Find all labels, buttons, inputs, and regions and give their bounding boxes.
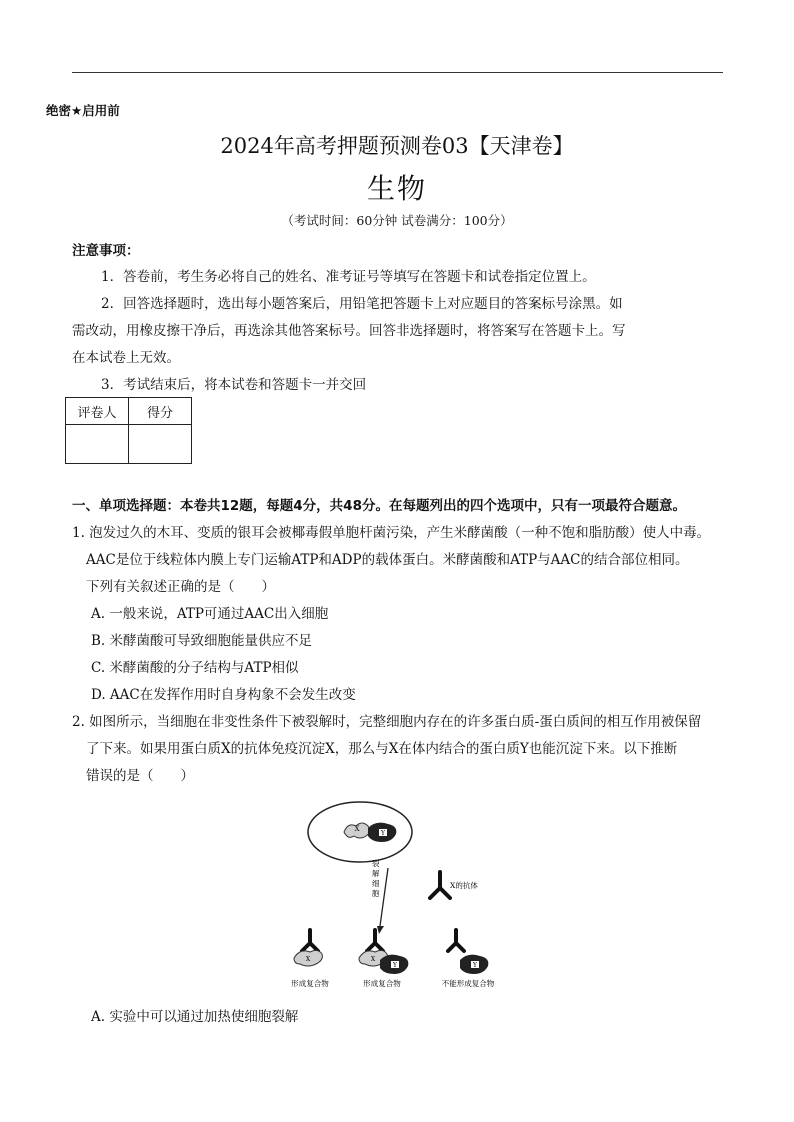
caption-1: 形成复合物 [291,979,329,988]
q2-stem-line-2: 了下来。如果用蛋白质X的抗体免疫沉淀X，那么与X在体内结合的蛋白质Y也能沉淀下来。以下推断 [86,741,678,757]
svg-text:X: X [370,956,376,963]
exam-info: （考试时间：60分钟 试卷满分：100分） [281,213,513,228]
q2-option-a: A. 实验中可以通过加热使细胞裂解 [91,1009,299,1025]
svg-text:Y: Y [393,962,397,969]
section-title: 一、单项选择题：本卷共12题，每题4分，共48分。在每题列出的四个选项中，只有一项最符合题意。 [72,498,686,514]
notice-title: 注意事项： [72,243,140,259]
protein-y-cell [368,823,396,842]
q2-stem-line-3: 错误的是（ ） [86,768,194,784]
q1-option-a: A. 一般来说，ATP可通过AAC出入细胞 [91,606,329,622]
antibody-label: X的抗体 [450,881,478,890]
svg-text:Y: Y [473,962,477,969]
complex-3 [448,930,488,974]
caption-2: 形成复合物 [363,979,401,988]
protein-complex-figure [280,800,530,995]
grader-header: 评卷人 [66,398,129,425]
score-cell [129,425,192,464]
q1-stem-line-3: 下列有关叙述正确的是（ ） [86,579,275,595]
score-table [65,397,192,464]
grader-cell [66,425,129,464]
svg-text:X: X [354,825,360,833]
q2-stem-line-1: 2. 如图所示，当细胞在非变性条件下被裂解时，完整细胞内存在的许多蛋白质-蛋白质间的相互作用被保留 [72,714,702,730]
svg-text:Y: Y [381,830,385,837]
notice-line-5: 3．考试结束后，将本试卷和答题卡一并交回 [101,377,367,393]
subject-title: 生物 [366,172,427,205]
secret-mark: 绝密★启用前 [46,103,120,118]
notice-line-1: 1．答卷前，考生务必将自己的姓名、准考证号等填写在答题卡和试卷指定位置上。 [101,269,596,285]
top-rule [72,72,723,73]
score-header: 得分 [129,398,192,425]
lysis-label: 裂 解 细 胞 [372,859,380,898]
lysis-arrowhead [377,926,384,934]
exam-title: 2024年高考押题预测卷03【天津卷】 [220,134,574,158]
notice-line-4: 在本试卷上无效。 [72,350,180,366]
notice-line-2: 2．回答选择题时，选出每小题答案后，用铅笔把答题卡上对应题目的答案标号涂黑。如 [101,296,623,312]
antibody-icon [430,872,450,898]
q1-option-d: D. AAC在发挥作用时自身构象不会发生改变 [91,687,356,703]
q1-stem-line-1: 1. 泡发过久的木耳、变质的银耳会被椰毒假单胞杆菌污染，产生米酵菌酸（一种不饱和脂肪酸）使人中毒。 [72,525,711,541]
complex-1 [294,930,322,966]
notice-line-3: 需改动，用橡皮擦干净后，再选涂其他答案标号。回答非选择题时，将答案写在答题卡上。写 [72,323,626,339]
caption-3: 不能形成复合物 [441,979,495,988]
protein-x-cell [344,823,370,838]
q1-option-b: B. 米酵菌酸可导致细胞能量供应不足 [91,633,313,649]
svg-text:X: X [305,956,311,963]
complex-2 [359,930,408,974]
q1-stem-line-2: AAC是位于线粒体内膜上专门运输ATP和ADP的载体蛋白。米酵菌酸和ATP与AAC的结合部位相同。 [86,552,689,568]
q1-option-c: C. 米酵菌酸的分子结构与ATP相似 [91,660,299,676]
